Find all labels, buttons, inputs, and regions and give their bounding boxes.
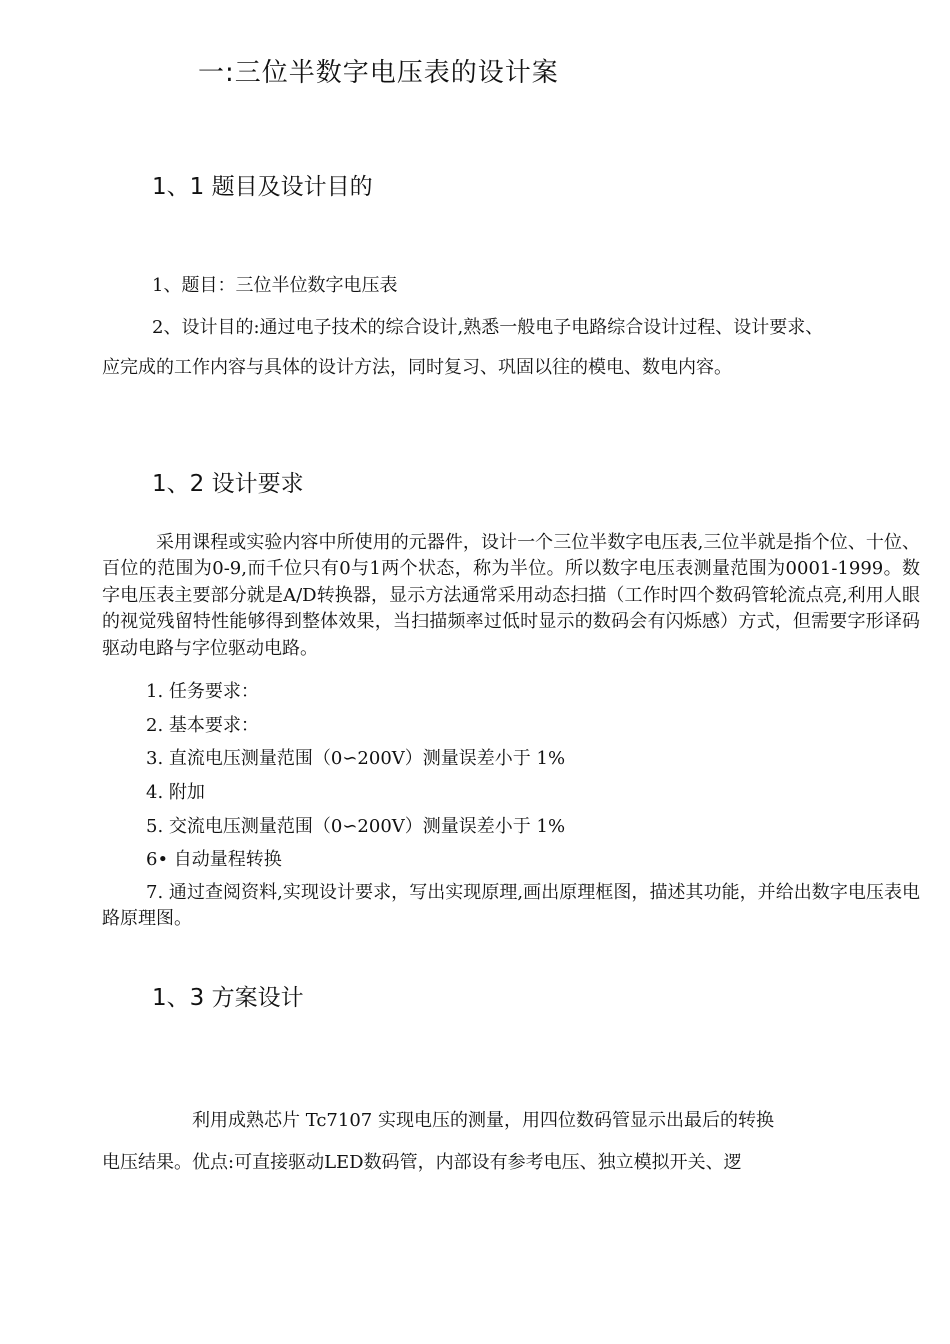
section-heading-1-2: 1、2 设计要求 [152,471,304,497]
list-item-6: 6• 自动量程转换 [146,849,282,870]
list-item-4: 4. 附加 [146,782,205,803]
requirements-paragraph: 采用课程或实验内容中所使用的元器件，设计一个三位半数字电压表,三位半就是指个位、十位、百位的范围为0-9,而千位只有0与1两个状态，称为半位。所以数字电压表测量范围为0001-1999。数字电压表主要部分就是A/D转换器，显示方法通常采用动态扫描（工作时四个数码管轮流点亮,利用人眼的视觉残留特性能够得到整体效果，当扫描频率过低时显示的数码会有闪烁感）方式，但需要字形译码驱动电路与字位驱动电路。 [102,532,920,659]
document-title: 一:三位半数字电压表的设计案 [198,58,559,88]
section-heading-1-1: 1、1 题目及设计目的 [152,174,373,200]
list-item-2: 2. 基本要求： [146,715,259,736]
list-item-7: 7. 通过查阅资料,实现设计要求，写出实现原理,画出原理框图，描述其功能，并给出数字电压表电路原理图。 [102,882,920,930]
section-heading-1-3: 1、3 方案设计 [152,985,304,1011]
list-item-5: 5. 交流电压测量范围（0∽200V）测量误差小于 1% [146,816,566,837]
purpose-line-2: 应完成的工作内容与具体的设计方法，同时复习、巩固以往的模电、数电内容。 [102,357,732,378]
scheme-line-1: 利用成熟芯片 Tc7107 实现电压的测量，用四位数码管显示出最后的转换 [192,1110,774,1131]
purpose-line-1: 2、设计目的:通过电子技术的综合设计,熟悉一般电子电路综合设计过程、设计要求、 [152,317,824,338]
scheme-line-2: 电压结果。优点:可直接驱动LED数码管，内部设有参考电压、独立模拟开关、逻 [102,1152,742,1173]
topic-line: 1、题目：三位半位数字电压表 [152,275,398,296]
list-item-3: 3. 直流电压测量范围（0∽200V）测量误差小于 1% [146,748,566,769]
list-item-1: 1. 任务要求： [146,681,259,702]
